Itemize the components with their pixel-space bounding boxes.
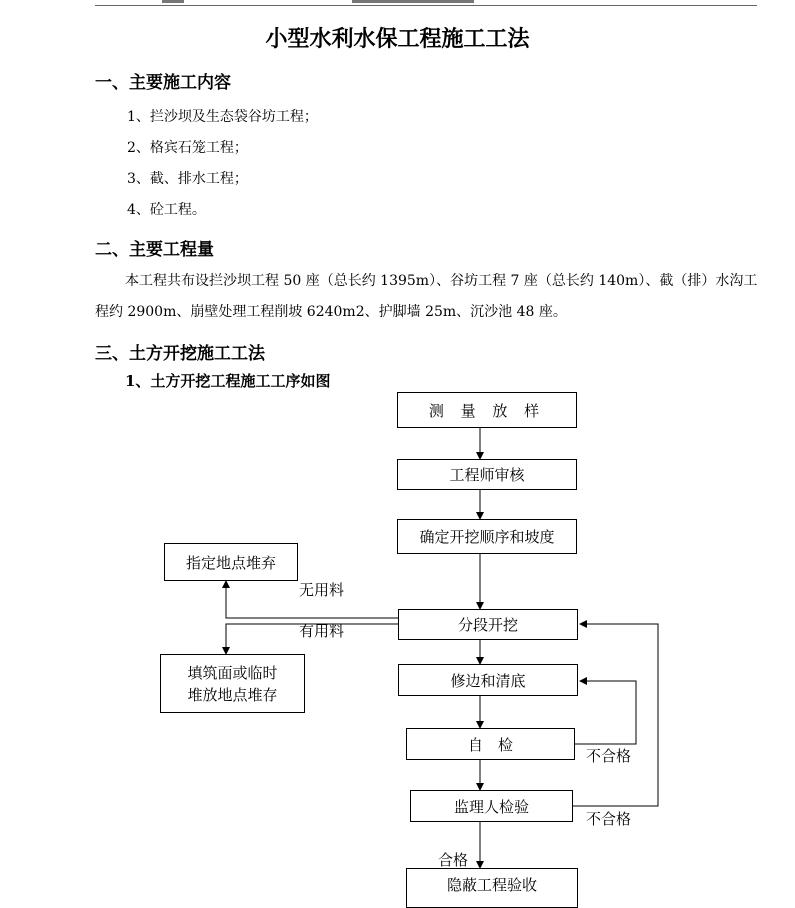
flow-box-next-partial: 隐蔽工程验收 [406,868,578,908]
arrow-supervisor-fail-loop [573,624,658,806]
list-item: 2、格宾石笼工程； [127,140,248,156]
list-item: 4、砼工程。 [127,202,206,218]
page-title: 小型水利水保工程施工工法 [265,26,530,52]
label-fail-self-check: 不合格 [586,747,632,765]
section-2-heading: 二、主要工程量 [95,240,214,260]
section-3-heading: 三、土方开挖施工工法 [95,344,265,364]
label-fail-supervisor: 不合格 [586,810,632,828]
flow-box-disposal-site: 指定地点堆弃 [164,543,298,581]
arrow-selfcheck-fail-loop [575,681,636,744]
quantities-paragraph: 本工程共布设拦沙坝工程 50 座（总长约 1395m）、谷坊工程 7 座（总长约 140m）、截（排）水沟工程约 2900m、崩壁处理工程削坡 6240m2、护脚墙 25m、沉沙池 48 座。 [95,273,758,320]
flow-box-supervisor-check: 监理人检验 [410,790,573,822]
label-useless-material: 无用料 [299,581,345,599]
list-item: 3、截、排水工程； [127,171,248,187]
flow-box-determine-order: 确定开挖顺序和坡度 [397,519,577,554]
flow-box-fill-storage: 填筑面或临时堆放地点堆存 [160,654,305,713]
flow-box-segment-excavation: 分段开挖 [398,609,578,640]
list-item: 1、拦沙坝及生态袋谷坊工程； [127,109,318,125]
flow-box-trim-clean: 修边和清底 [398,664,578,696]
flow-box-engineer-review: 工程师审核 [397,459,577,490]
label-pass: 合格 [438,851,469,869]
flow-box-self-check: 自 检 [406,728,575,760]
label-useful-material: 有用料 [299,622,345,640]
section-3-subheading: 1、土方开挖工程施工工序如图 [125,372,331,390]
section-1-heading: 一、主要施工内容 [95,73,231,93]
flow-box-survey: 测 量 放 样 [397,392,577,428]
